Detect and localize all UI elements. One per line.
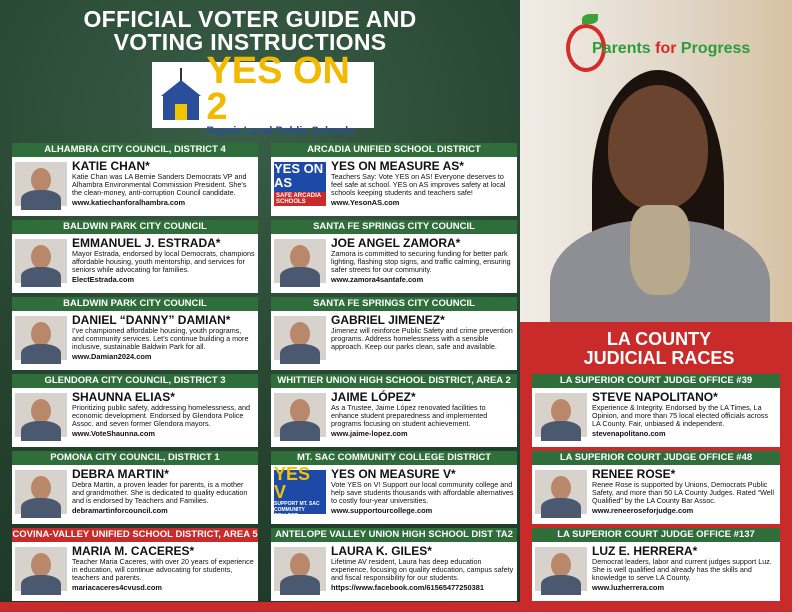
candidate-name: DEBRA MARTIN*	[72, 467, 169, 481]
candidate-card	[12, 297, 258, 370]
race-header: COVINA-VALLEY UNIFIED SCHOOL DISTRICT, AREA 5	[12, 529, 258, 540]
candidate-card	[271, 528, 517, 601]
badge-subtitle: SAFE ARCADIA SCHOOLS	[274, 192, 326, 206]
parents-for-progress-logo	[560, 12, 751, 82]
candidate-photo	[274, 547, 326, 591]
candidate-card	[532, 374, 780, 447]
candidate-url[interactable]: www.reneeroseforjudge.com	[592, 505, 694, 515]
candidate-card	[271, 374, 517, 447]
race-header: SANTA FE SPRINGS CITY COUNCIL	[271, 297, 517, 311]
candidate-photo	[535, 470, 587, 514]
candidate-description: Teacher Maria Caceres, with over 20 years of experience in education, will continue advocating for students, teachers and parents.	[72, 557, 254, 583]
candidate-url[interactable]: www.Damian2024.com	[72, 351, 152, 361]
candidate-name: MARIA M. CACERES*	[72, 544, 195, 558]
candidate-name: JAIME LÓPEZ*	[331, 390, 416, 404]
judicial-line-1: LA COUNTY	[606, 329, 712, 349]
candidate-card	[12, 143, 258, 216]
race-header: LA SUPERIOR COURT JUDGE OFFICE #48	[532, 451, 780, 465]
candidate-card	[12, 220, 258, 293]
candidate-url[interactable]: www.VoteShaunna.com	[72, 428, 155, 438]
leaf-icon	[582, 14, 598, 24]
school-icon	[158, 68, 200, 122]
measure-v-logo	[274, 464, 326, 519]
candidate-description: Lifetime AV resident, Laura has deep education experience, focusing on quality education, campus safety and fiscal responsibility for our students.	[331, 557, 514, 583]
candidate-url[interactable]: https://www.facebook.com/61565477250381	[331, 582, 484, 592]
candidate-url[interactable]: debramartinforcouncil.com	[72, 505, 168, 515]
candidate-name: EMMANUEL J. ESTRADA*	[72, 236, 221, 250]
candidate-card	[271, 220, 517, 293]
pfp-part3: Progress	[676, 40, 751, 57]
candidate-name: YES ON MEASURE V*	[331, 467, 456, 481]
title-line-2: VOTING INSTRUCTIONS	[113, 29, 387, 55]
candidate-photo	[15, 316, 67, 360]
candidate-description: Democrat leaders, labor and current judges support Luz. She is well qualified and already has the skills and knowledge to serve LA County.	[592, 557, 772, 583]
candidate-photo	[15, 162, 67, 206]
candidate-description: Debra Martin, a proven leader for parents, is a mother and grandmother. She is dedicated to quality education and is endorsed by Teachers and Families.	[72, 480, 248, 506]
race-header: LA SUPERIOR COURT JUDGE OFFICE #137	[532, 528, 780, 542]
candidate-photo	[274, 239, 326, 283]
candidate-description: Zamora is committed to securing funding for better park lighting, flashing stop signs, and traffic calming, ensuring safer streets for our community.	[331, 249, 511, 275]
race-header: ANTELOPE VALLEY UNION HIGH SCHOOL DIST TA2	[271, 528, 517, 542]
race-header: MT. SAC COMMUNITY COLLEGE DISTRICT	[271, 451, 517, 465]
candidate-card	[271, 451, 517, 524]
candidate-name: JOE ANGEL ZAMORA*	[331, 236, 461, 250]
page-title	[30, 8, 470, 54]
candidate-url[interactable]: stevenapolitano.com	[592, 428, 666, 438]
candidate-url[interactable]: mariacaceres4cvusd.com	[72, 582, 162, 592]
race-header: POMONA CITY COUNCIL, DISTRICT 1	[12, 451, 258, 465]
candidate-card	[12, 374, 258, 447]
race-header: LA SUPERIOR COURT JUDGE OFFICE #39	[532, 374, 780, 388]
candidate-card	[271, 297, 517, 370]
candidate-description: Renee Rose is supported by Unions, Democrats Public Safety, and more than 50 LA County Judges. Rated “Well Qualified” by the LA County Bar Assoc.	[592, 480, 774, 506]
candidate-photo	[15, 470, 67, 514]
yes-on-2-subtitle: Repair Local Public Schools	[206, 125, 355, 137]
title-line-1: OFFICIAL VOTER GUIDE AND	[83, 6, 417, 32]
candidate-photo	[15, 393, 67, 437]
race-header: BALDWIN PARK CITY COUNCIL	[12, 297, 258, 311]
candidate-photo	[535, 393, 587, 437]
candidate-name: SHAUNNA ELIAS*	[72, 390, 175, 404]
candidate-name: RENEE ROSE*	[592, 467, 676, 481]
judicial-line-2: JUDICIAL RACES	[583, 348, 735, 368]
candidate-url[interactable]: www.zamora4santafe.com	[331, 274, 424, 284]
candidate-photo	[535, 547, 587, 591]
candidate-description: As a Trustee, Jaime López renovated facilities to enhance student preparedness and implemented programs focusing on student achievement.	[331, 403, 488, 429]
candidate-name: GABRIEL JIMENEZ*	[331, 313, 445, 327]
judicial-races-title	[528, 330, 790, 376]
badge-subtitle: SUPPORT MT. SAC COMMUNITY COLLEGE	[274, 501, 320, 519]
candidate-photo	[274, 316, 326, 360]
candidate-name: KATIE CHAN*	[72, 159, 150, 173]
race-header: ARCADIA UNIFIED SCHOOL DISTRICT	[271, 143, 517, 157]
candidate-name: DANIEL “DANNY” DAMIAN*	[72, 313, 231, 327]
candidate-description: Jimenez will reinforce Public Safety and crime prevention programs. Address homelessness with a sensible approach. Keep our parks clean, safe and available.	[331, 326, 513, 352]
candidate-card	[532, 528, 780, 601]
measure-as-logo	[274, 162, 326, 206]
candidate-description: Vote YES on V! Support our local community college and help save students thousands with affordable alternatives to costly four-year universities.	[331, 480, 514, 506]
candidate-url[interactable]: www.jaime-lopez.com	[331, 428, 408, 438]
candidate-description: Mayor Estrada, endorsed by local Democrats, champions affordable housing, youth mentorship, and services for seniors while advocating for families.	[72, 249, 255, 275]
candidate-photo	[15, 547, 67, 591]
candidate-name: LUZ E. HERRERA*	[592, 544, 698, 558]
pfp-part1: Parents	[592, 40, 656, 57]
candidate-description: Prioritizing public safety, addressing homelessness, and economic development. Endorsed by Glendora Police Assoc. and seven former Glendora mayors.	[72, 403, 251, 429]
candidate-url[interactable]: ElectEstrada.com	[72, 274, 135, 284]
candidate-card	[12, 528, 258, 601]
candidate-description: Experience & Integrity. Endorsed by the LA Times, La Opinion, and more than 75 local elected officials across LA County. Fair, unbiased & independent.	[592, 403, 769, 429]
race-header: GLENDORA CITY COUNCIL, DISTRICT 3	[12, 374, 258, 388]
race-header: ALHAMBRA CITY COUNCIL, DISTRICT 4	[12, 143, 258, 157]
candidate-card	[12, 451, 258, 524]
candidate-card	[271, 143, 517, 216]
pfp-part2: for	[655, 40, 677, 57]
candidate-name: YES ON MEASURE AS*	[331, 159, 464, 173]
candidate-description: Teachers Say: Vote YES on AS! Everyone deserves to feel safe at school. YES on AS improves safety at local schools keeping students and teachers safe!	[331, 172, 506, 198]
candidate-description: I’ve championed affordable housing, youth programs, and community services. Let’s continue building a more inclusive, sustainable Baldwin Park for all.	[72, 326, 249, 352]
yes-on-2-text: YES ON 2	[206, 50, 351, 128]
candidate-name: LAURA K. GILES*	[331, 544, 432, 558]
race-header: BALDWIN PARK CITY COUNCIL	[12, 220, 258, 234]
candidate-url[interactable]: www.luzherrera.com	[592, 582, 665, 592]
candidate-name: STEVE NAPOLITANO*	[592, 390, 718, 404]
candidate-description: Katie Chan was LA Bernie Sanders Democrats VP and Alhambra Environmental Commission President. She's the clean-money, anti-corruption Council candidate.	[72, 172, 247, 198]
candidate-url[interactable]: www.supportourcollege.com	[331, 505, 433, 515]
bottom-band	[0, 602, 792, 612]
candidate-photo	[15, 239, 67, 283]
race-header: SANTA FE SPRINGS CITY COUNCIL	[271, 220, 517, 234]
yes-on-2-logo	[152, 50, 374, 137]
candidate-photo	[274, 393, 326, 437]
badge-title: YES ON AS	[274, 161, 324, 190]
badge-title: YES V	[274, 464, 311, 502]
race-header: WHITTIER UNION HIGH SCHOOL DISTRICT, AREA 2	[271, 374, 517, 388]
candidate-url[interactable]: www.YesonAS.com	[331, 197, 400, 207]
candidate-card	[532, 451, 780, 524]
candidate-url[interactable]: www.katiechanforalhambra.com	[72, 197, 186, 207]
